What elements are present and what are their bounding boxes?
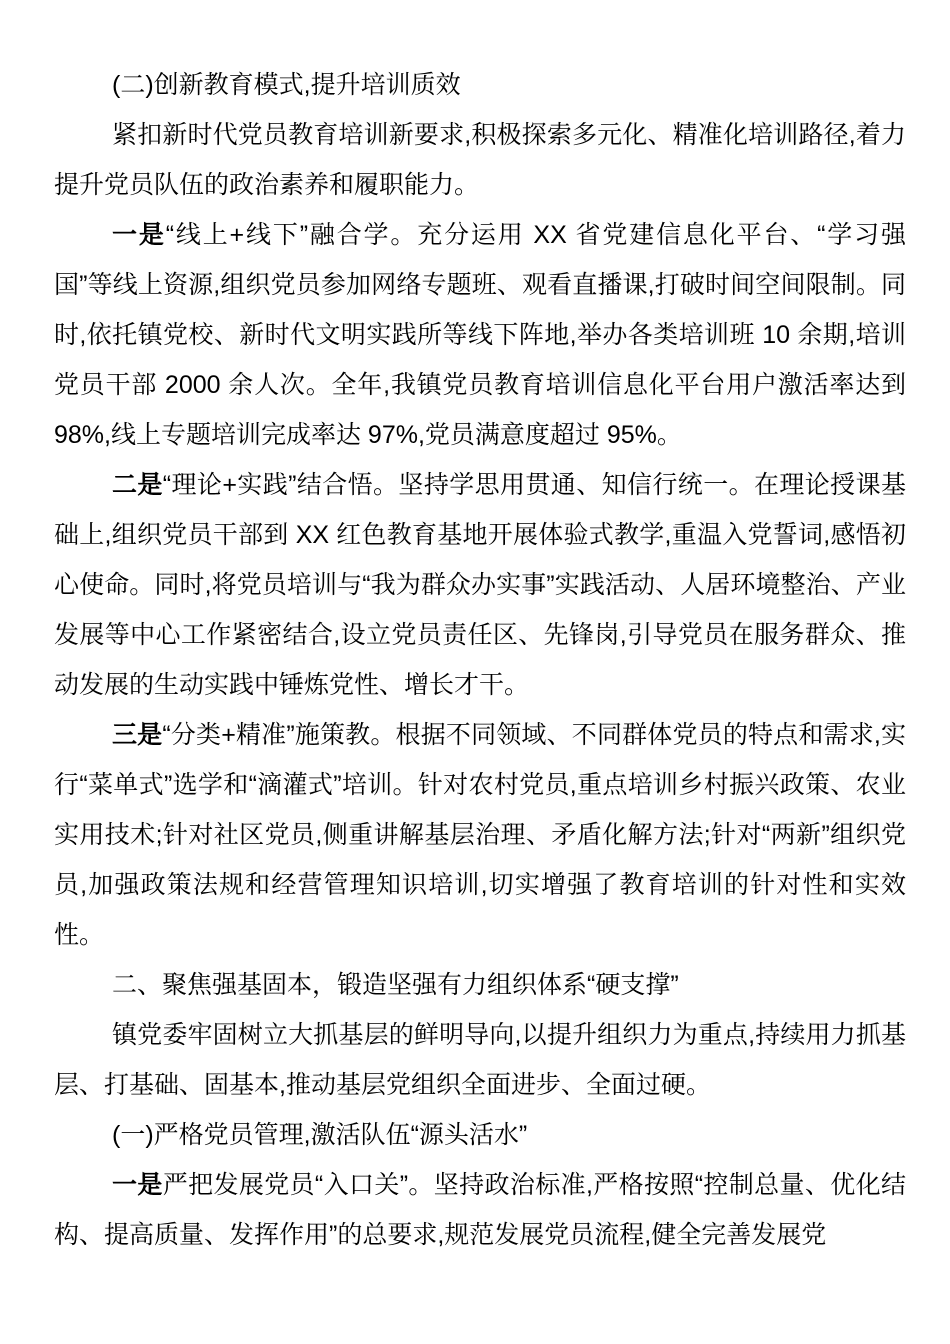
list-paragraph	[54, 210, 906, 460]
paragraph-text: 严把发展党员“入口关”。坚持政治标准,严格按照“控制总量、优化结构、提高质量、发挥作用”的总要求,规范发展党员流程,健全完善发展党	[54, 1171, 906, 1249]
body-paragraph: 镇党委牢固树立大抓基层的鲜明导向,以提升组织力为重点,持续用力抓基层、打基础、固基本,推动基层党组织全面进步、全面过硬。	[54, 1021, 906, 1099]
body-paragraph: 紧扣新时代党员教育培训新要求,积极探索多元化、精准化培训路径,着力提升党员队伍的政治素养和履职能力。	[54, 121, 906, 199]
list-paragraph	[54, 460, 906, 710]
bold-item-marker: 一是	[112, 221, 166, 249]
document-content	[54, 60, 906, 1260]
sub-heading: (二)创新教育模式,提升培训质效	[112, 71, 461, 99]
section-heading: 二、聚焦强基固本，锻造坚强有力组织体系“硬支撑”	[112, 971, 679, 999]
paragraph-text: “分类+精准”施策教。根据不同领域、不同群体党员的特点和需求,实行“菜单式”选学和“滴灌式”培训。针对农村党员,重点培训乡村振兴政策、农业实用技术;针对社区党员,侧重讲解基层治理、矛盾化解方法;针对“两新”组织党员,加强政策法规和经营管理知识培训,切实增强了教育培训的针对性和实效性。	[54, 721, 906, 949]
sub-heading: (一)严格党员管理,激活队伍“源头活水”	[112, 1121, 528, 1149]
paragraph-text: “理论+实践”结合悟。坚持学思用贯通、知信行统一。在理论授课基础上,组织党员干部到 XX 红色教育基地开展体验式教学,重温入党誓词,感悟初心使命。同时,将党员培训与“我为群众办实事”实践活动、人居环境整治、产业发展等中心工作紧密结合,设立党员责任区、先锋岗,引导党员在服务群众、推动发展的生动实践中锤炼党性、增长才干。	[54, 471, 906, 699]
bold-item-marker: 三是	[112, 721, 163, 749]
bold-item-marker: 一是	[112, 1171, 163, 1199]
bold-item-marker: 二是	[112, 471, 163, 499]
list-paragraph	[54, 710, 906, 960]
list-paragraph	[54, 1160, 906, 1260]
paragraph-text: “线上+线下”融合学。充分运用 XX 省党建信息化平台、“学习强国”等线上资源,组织党员参加网络专题班、观看直播课,打破时间空间限制。同时,依托镇党校、新时代文明实践所等线下阵地,举办各类培训班 10 余期,培训党员干部 2000 余人次。全年,我镇党员教育培训信息化平台用户激活率达到 98%,线上专题培训完成率达 97%,党员满意度超过 95%。	[54, 221, 906, 449]
